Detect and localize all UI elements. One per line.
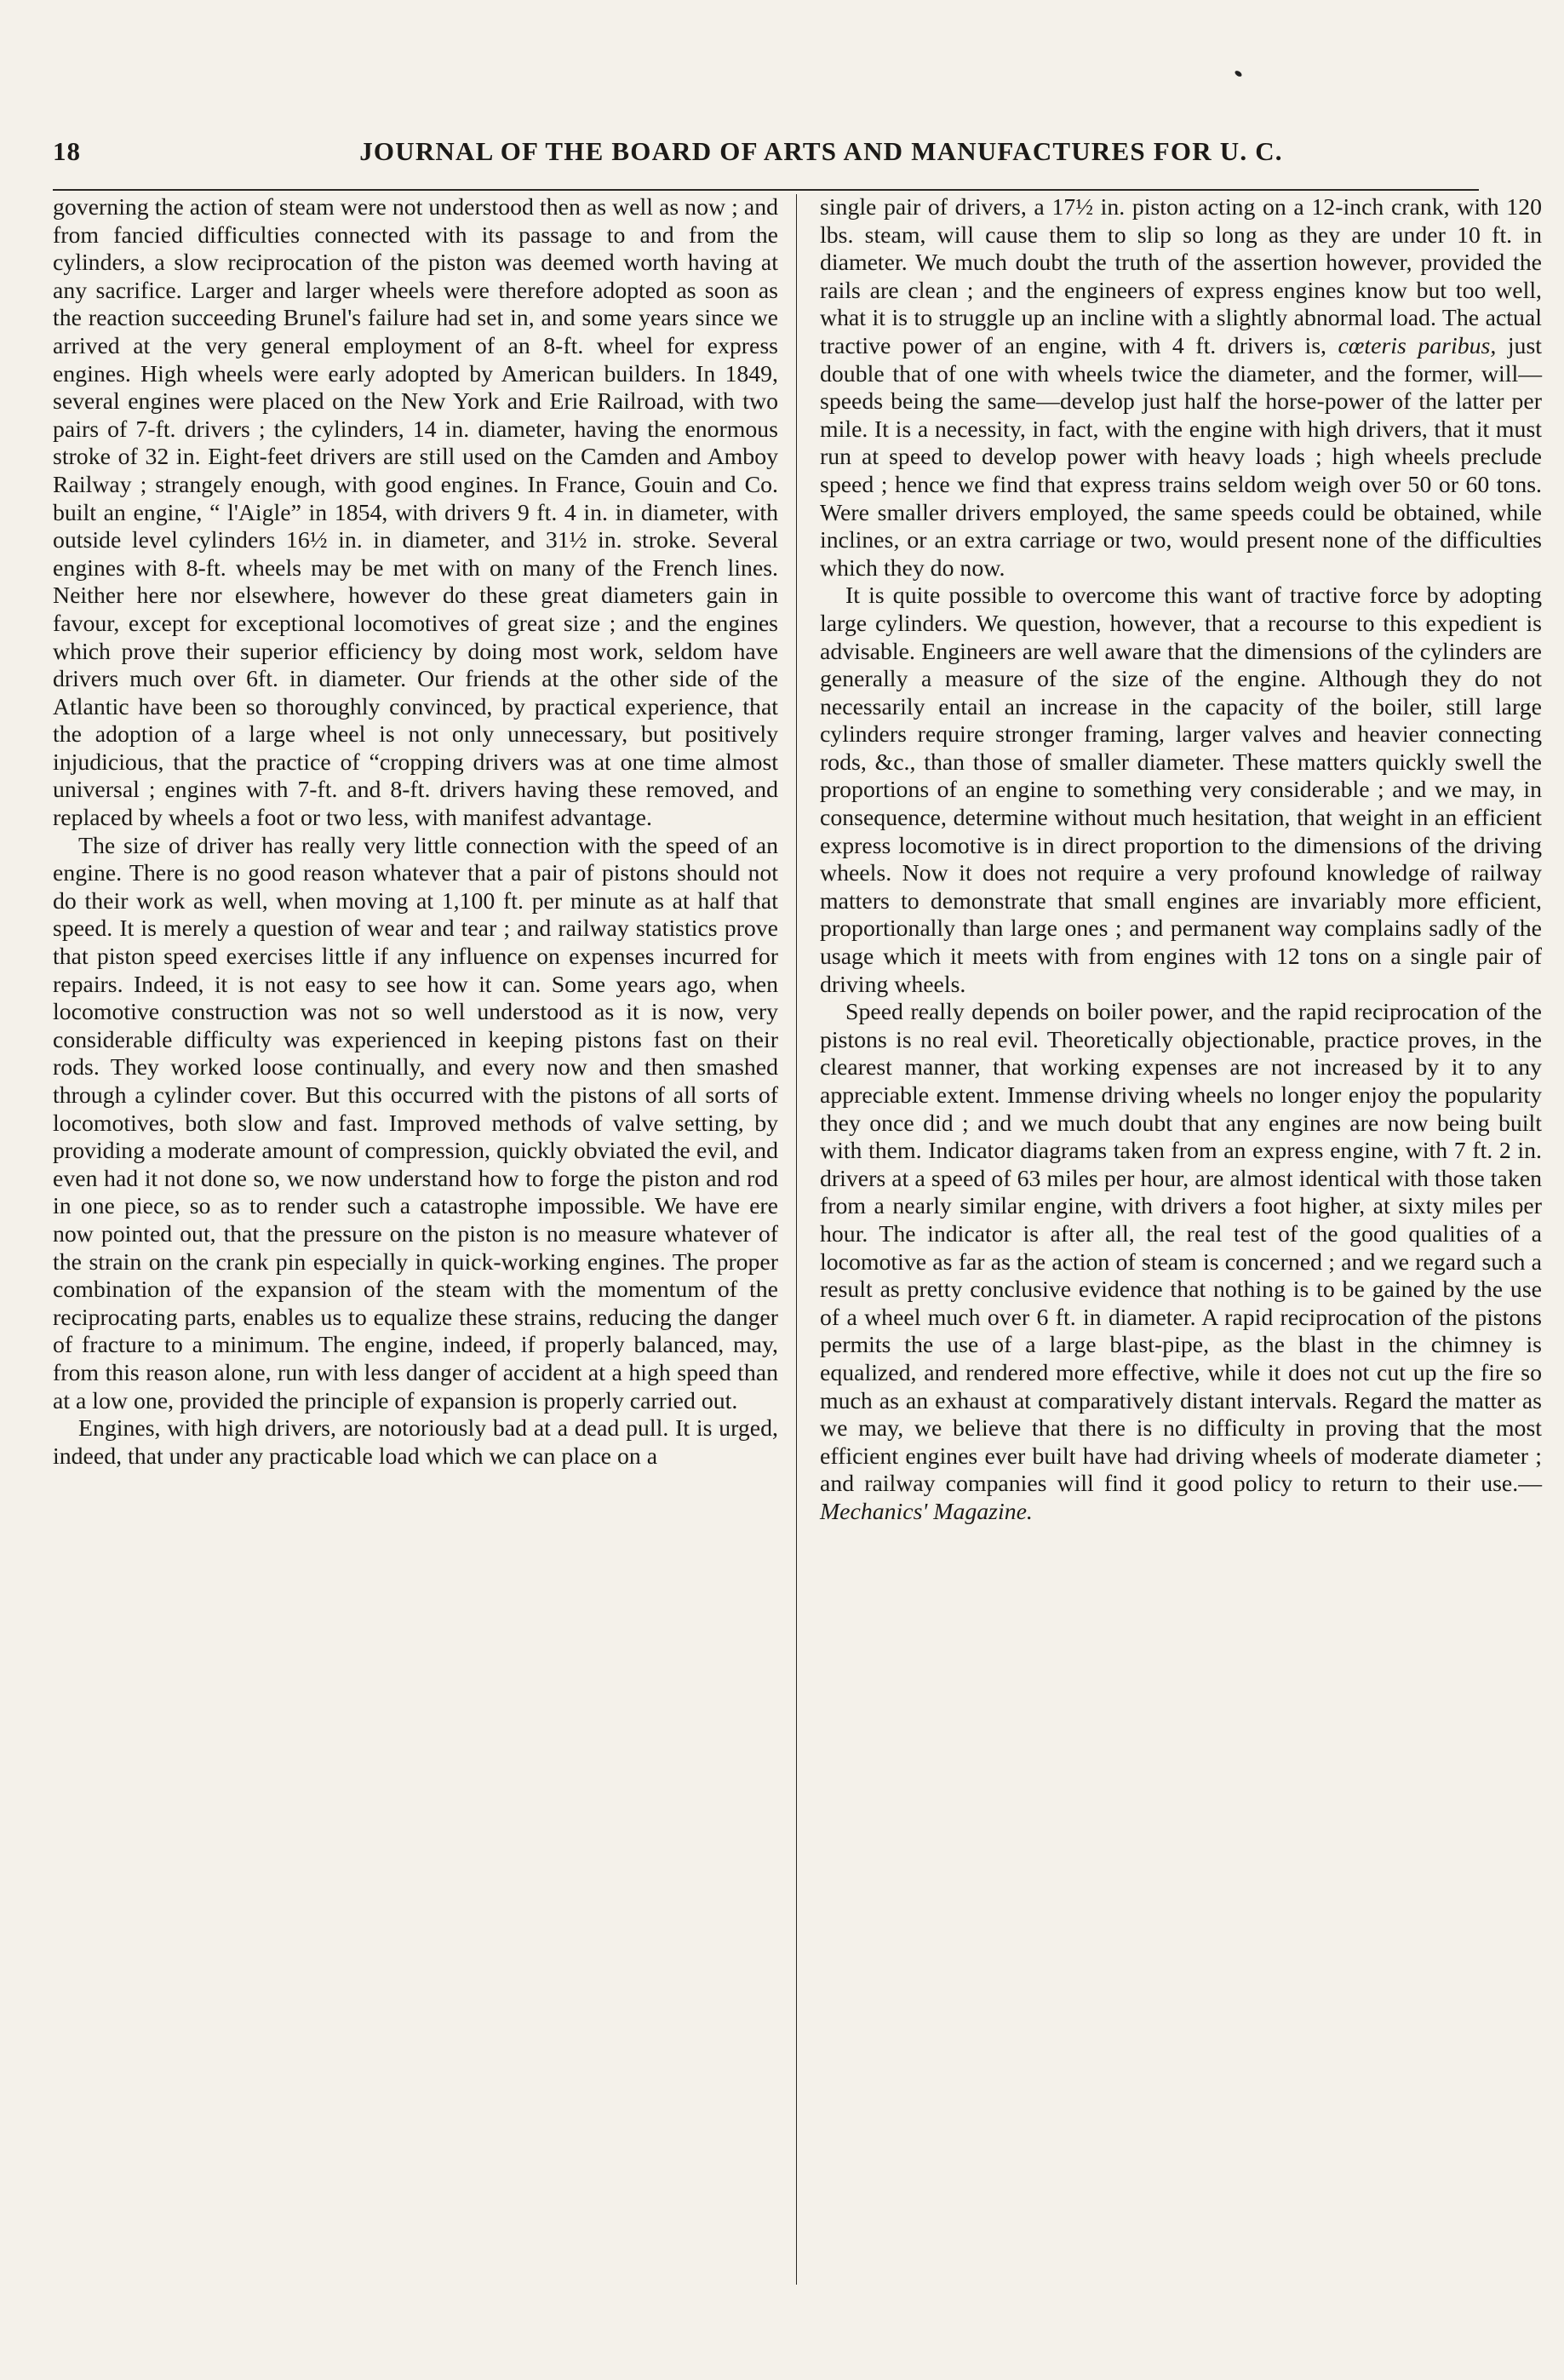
- page-number: 18: [53, 136, 81, 166]
- right-column: [820, 194, 1542, 1527]
- left-paragraph-3: Engines, with high drivers, are notoriously bad at a dead pull. It is urged, indeed, that under any practicable load which we can place on a: [53, 1415, 778, 1470]
- journal-title: JOURNAL OF THE BOARD OF ARTS AND MANUFACTURES FOR U. C.: [359, 136, 1283, 166]
- right-paragraph-1: [820, 194, 1542, 582]
- right-paragraph-3: [820, 999, 1542, 1526]
- left-column: [53, 194, 778, 1471]
- column-divider: [796, 194, 797, 2285]
- right-paragraph-2: It is quite possible to overcome this want of tractive force by adopting large cylinders. We question, however, that a recourse to this expedient is advisable. Engineers are well aware that the dimensions of the cylinders are generally a measure of the size of the engine. Although they do not necessarily entail an increase in the capacity of the boiler, still large cylinders require stronger framing, larger valves and heavier connecting rods, &c., than those of smaller diameter. These matters quickly swell the proportions of an engine to something very considerable ; and we may, in consequence, determine without much hesitation, that weight in an efficient express locomotive is in direct proportion to the dimensions of the driving wheels. Now it does not require a very profound knowledge of railway matters to demonstrate that small engines are invariably more efficient, proportionally than large ones ; and permanent way complains sadly of the usage which it meets with from engines with 12 tons on a single pair of driving wheels.: [820, 582, 1542, 998]
- right-paragraph-1-text: single pair of drivers, a 17½ in. piston acting on a 12-inch crank, with 120 lbs. steam, will cause them to slip so long as they are under 10 ft. in diameter. We much doubt the truth of the assertion however, provided the rails are clean ; and the engineers of express engines know but too well, what it is to struggle up an incline with a slightly abnormal load. The actual tractive power of an engine, with 4 ft. drivers is,: [820, 194, 1542, 359]
- ink-speck: [1234, 70, 1242, 78]
- right-paragraph-1-end: just double that of one with wheels twice the diameter, and the former, will—speeds being the same—develop just half the horse-power of the latter per mile. It is a necessity, in fact, with the engine with high drivers, that it must run at speed to develop power with heavy loads ; high wheels preclude speed ; hence we find that express trains seldom weigh over 50 or 60 tons. Were smaller drivers employed, the same speeds could be obtained, while inclines, or an extra carriage or two, would present none of the difficulties which they do now.: [820, 332, 1542, 582]
- right-paragraph-3-text: Speed really depends on boiler power, and the rapid reciprocation of the pistons is no real evil. Theoretically objectionable, practice proves, in the clearest manner, that working expenses are not increased by it to any appreciable extent. Immense driving wheels no longer enjoy the popularity they once did ; and we much doubt that any engines are now being built with them. Indicator diagrams taken from an express engine, with 7 ft. 2 in. drivers at a speed of 63 miles per hour, are almost identical with those taken from a nearly similar engine, with drivers a foot higher, at sixty miles per hour. The indicator is after all, the real test of the good qualities of a locomotive as far as the action of steam is concerned ; and we regard such a result as pretty conclusive evidence that nothing is to be gained by the use of a wheel much over 6 ft. in diameter. A rapid reciprocation of the pistons permits the use of a large blast-pipe, as the blast in the chimney is equalized, and rendered more effective, while it does not cut up the fire so much as an exhaust at comparatively distant intervals. Regard the matter as we may, we believe that there is no difficulty in proving that the most efficient engines ever built have had driving wheels of moderate diameter ; and railway companies will find it good policy to return to their use.—: [820, 999, 1542, 1498]
- latin-phrase: cœteris paribus,: [1338, 332, 1497, 359]
- header-rule: [53, 189, 1479, 191]
- source-citation: Mechanics' Magazine.: [820, 1498, 1033, 1525]
- left-paragraph-2: The size of driver has really very little connection with the speed of an engine. There is no good reason whatever that a pair of pistons should not do their work as well, when moving at 1,100 ft. per minute as at half that speed. It is merely a question of wear and tear ; and railway statistics prove that piston speed exercises little if any influence on expenses incurred for repairs. Indeed, it is not easy to see how it can. Some years ago, when locomotive construction was not so well understood as it is now, very considerable difficulty was experienced in keeping pistons fast on their rods. They worked loose continually, and every now and then smashed through a cylinder cover. But this occurred with the pistons of all sorts of locomotives, both slow and fast. Improved methods of valve setting, by providing a moderate amount of compression, quickly obviated the evil, and even had it not done so, we now understand how to forge the piston and rod in one piece, so as to render such a catastrophe impossible. We have ere now pointed out, that the pressure on the piston is no measure whatever of the strain on the crank pin especially in quick-working engines. The proper combination of the expansion of the steam with the momentum of the reciprocating parts, enables us to equalize these strains, reducing the danger of fracture to a minimum. The engine, indeed, if properly balanced, may, from this reason alone, run with less danger of accident at a high speed than at a low one, provided the principle of expansion is properly carried out.: [53, 832, 778, 1414]
- running-head: [53, 136, 1479, 177]
- left-paragraph-1: governing the action of steam were not understood then as well as now ; and from fancied difficulties connected with its passage to and from the cylinders, a slow reciprocation of the piston was deemed worth having at any sacrifice. Larger and larger wheels were therefore adopted as soon as the reaction succeeding Brunel's failure had set in, and some years since we arrived at the very general employment of an 8-ft. wheel for express engines. High wheels were early adopted by American builders. In 1849, several engines were placed on the New York and Erie Railroad, with two pairs of 7-ft. drivers ; the cylinders, 14 in. diameter, having the enormous stroke of 32 in. Eight-feet drivers are still used on the Camden and Amboy Railway ; strangely enough, with good engines. In France, Gouin and Co. built an engine, “ l'Aigle” in 1854, with drivers 9 ft. 4 in. in diameter, with outside level cylinders 16½ in. in diameter, and 31½ in. stroke. Several engines with 8-ft. wheels may be met with on many of the French lines. Neither here nor elsewhere, however do these great diameters gain in favour, except for exceptional locomotives of great size ; and the engines which prove their superior efficiency by doing most work, seldom have drivers much over 6ft. in diameter. Our friends at the other side of the Atlantic have been so thoroughly convinced, by practical experience, that the adoption of a large wheel is not only unnecessary, but positively injudicious, that the practice of “cropping drivers was at one time almost universal ; engines with 7-ft. and 8-ft. drivers having these removed, and replaced by wheels a foot or two less, with manifest advantage.: [53, 194, 778, 832]
